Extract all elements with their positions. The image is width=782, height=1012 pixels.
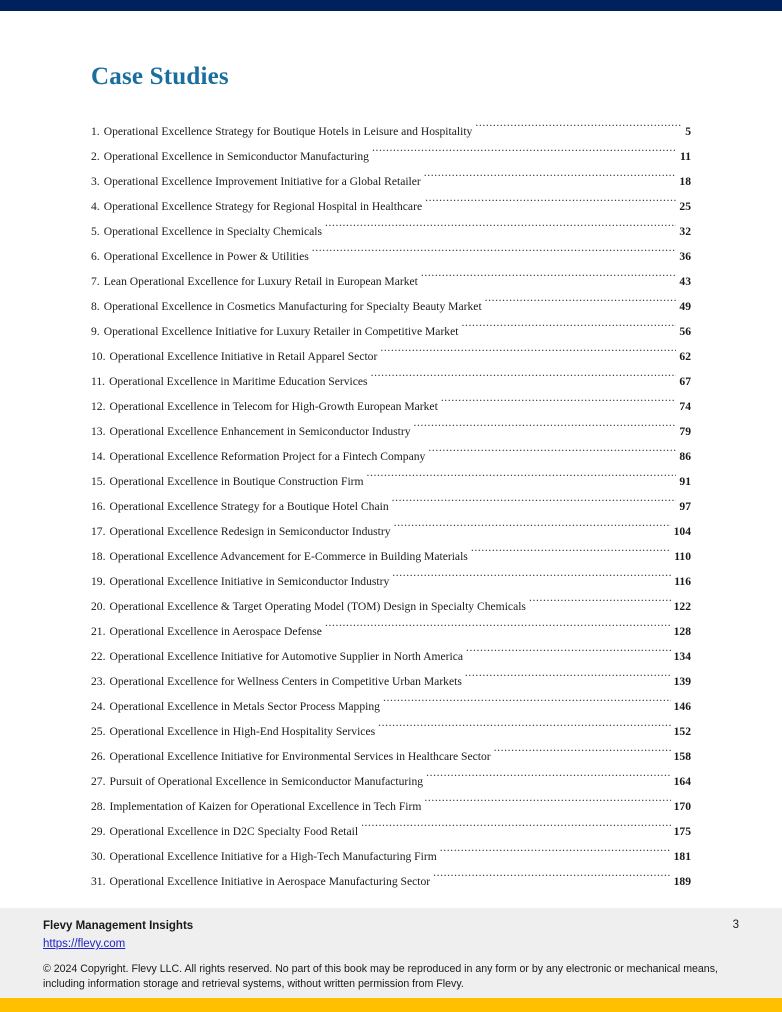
toc-dot-leader [465, 673, 671, 685]
toc-entry-page-number: 139 [673, 674, 691, 688]
toc-entry[interactable] [91, 819, 691, 844]
toc-entry-number: 9. [91, 324, 100, 338]
toc-entry-page-number: 25 [679, 199, 691, 213]
toc-entry-number: 20. [91, 599, 106, 613]
toc-entry-page-number: 104 [673, 524, 691, 538]
toc-dot-leader [424, 173, 677, 185]
toc-dot-leader [372, 148, 677, 160]
toc-entry[interactable] [91, 844, 691, 869]
toc-entry[interactable] [91, 719, 691, 744]
toc-entry[interactable] [91, 744, 691, 769]
toc-dot-leader [392, 498, 677, 510]
footer-page-number: 3 [732, 919, 739, 931]
toc-entry-page-number: 170 [673, 799, 691, 813]
toc-entry[interactable] [91, 169, 691, 194]
toc-entry[interactable] [91, 569, 691, 594]
footer-brand-name: Flevy Management Insights [43, 920, 194, 932]
toc-entry-title: Operational Excellence Strategy for a Boutique Hotel Chain [109, 499, 389, 513]
toc-entry-number: 1. [91, 124, 100, 138]
toc-entry-number: 11. [91, 374, 106, 388]
toc-entry-page-number: 175 [673, 824, 691, 838]
toc-entry-title: Operational Excellence in Aerospace Defense [109, 624, 322, 638]
toc-dot-leader [441, 398, 677, 410]
toc-entry-number: 18. [91, 549, 106, 563]
toc-dot-leader [325, 623, 671, 635]
toc-entry-number: 15. [91, 474, 106, 488]
toc-entry-number: 30. [91, 849, 106, 863]
toc-entry-title: Operational Excellence Initiative for Environmental Services in Healthcare Sector [109, 749, 491, 763]
toc-entry-page-number: 79 [679, 424, 691, 438]
toc-dot-leader [394, 523, 671, 535]
toc-entry[interactable] [91, 119, 691, 144]
toc-entry-number: 16. [91, 499, 106, 513]
toc-dot-leader [471, 548, 671, 560]
toc-entry-title: Lean Operational Excellence for Luxury Retail in European Market [103, 274, 418, 288]
toc-dot-leader [312, 248, 677, 260]
toc-entry-number: 17. [91, 524, 106, 538]
toc-entry[interactable] [91, 194, 691, 219]
toc-entry-page-number: 158 [673, 749, 691, 763]
toc-entry-title: Operational Excellence Initiative in Aerospace Manufacturing Sector [109, 874, 431, 888]
toc-entry-title: Operational Excellence Enhancement in Semiconductor Industry [109, 424, 411, 438]
toc-entry-number: 24. [91, 699, 106, 713]
toc-entry[interactable] [91, 519, 691, 544]
toc-entry-title: Operational Excellence in Boutique Construction Firm [109, 474, 364, 488]
toc-entry-number: 26. [91, 749, 106, 763]
toc-entry-number: 21. [91, 624, 106, 638]
toc-entry-page-number: 56 [679, 324, 691, 338]
toc-dot-leader [367, 473, 677, 485]
toc-entry-page-number: 18 [679, 174, 691, 188]
toc-entry-number: 5. [91, 224, 100, 238]
toc-dot-leader [485, 298, 677, 310]
toc-entry-page-number: 11 [680, 149, 691, 163]
toc-entry-title: Operational Excellence & Target Operating Model (TOM) Design in Specialty Chemicals [109, 599, 526, 613]
toc-entry-title: Operational Excellence Strategy for Regional Hospital in Healthcare [103, 199, 423, 213]
table-of-contents [91, 119, 691, 894]
toc-entry[interactable] [91, 794, 691, 819]
toc-entry[interactable] [91, 544, 691, 569]
page-title: Case Studies [91, 63, 229, 90]
toc-dot-leader [378, 723, 671, 735]
page-content [91, 63, 691, 894]
document-page [0, 11, 782, 908]
toc-dot-leader [421, 273, 677, 285]
toc-entry-page-number: 122 [673, 599, 691, 613]
toc-dot-leader [383, 698, 671, 710]
footer-brand-block [43, 919, 739, 952]
toc-entry-page-number: 97 [679, 499, 691, 513]
toc-entry-number: 25. [91, 724, 106, 738]
toc-entry-number: 6. [91, 249, 100, 263]
toc-entry[interactable] [91, 619, 691, 644]
toc-entry-page-number: 67 [679, 374, 691, 388]
toc-entry-page-number: 116 [674, 574, 691, 588]
toc-dot-leader [433, 873, 670, 885]
toc-entry[interactable] [91, 219, 691, 244]
toc-entry-page-number: 86 [679, 449, 691, 463]
footer-website-link[interactable]: https://flevy.com [43, 938, 126, 950]
toc-dot-leader [440, 848, 671, 860]
toc-dot-leader [380, 348, 676, 360]
toc-entry-number: 3. [91, 174, 100, 188]
toc-entry-title: Operational Excellence in D2C Specialty Food Retail [109, 824, 359, 838]
toc-entry[interactable] [91, 144, 691, 169]
toc-entry-title: Operational Excellence Initiative in Retail Apparel Sector [109, 349, 378, 363]
toc-entry-number: 2. [91, 149, 100, 163]
toc-dot-leader [494, 748, 671, 760]
toc-entry[interactable] [91, 469, 691, 494]
toc-dot-leader [475, 123, 682, 135]
toc-dot-leader [425, 198, 676, 210]
toc-entry-number: 7. [91, 274, 100, 288]
toc-entry-title: Implementation of Kaizen for Operational Excellence in Tech Firm [109, 799, 422, 813]
toc-entry-title: Operational Excellence Reformation Project for a Fintech Company [109, 449, 426, 463]
toc-entry-title: Operational Excellence for Wellness Centers in Competitive Urban Markets [109, 674, 462, 688]
toc-dot-leader [426, 773, 671, 785]
toc-dot-leader [461, 323, 676, 335]
toc-entry-page-number: 181 [673, 849, 691, 863]
toc-dot-leader [325, 223, 676, 235]
toc-entry[interactable] [91, 294, 691, 319]
toc-entry[interactable] [91, 369, 691, 394]
toc-entry[interactable] [91, 244, 691, 269]
toc-entry[interactable] [91, 494, 691, 519]
toc-entry-title: Operational Excellence in High-End Hospitality Services [109, 724, 376, 738]
toc-entry[interactable] [91, 394, 691, 419]
toc-entry-page-number: 110 [674, 549, 691, 563]
toc-entry-title: Operational Excellence Initiative in Semiconductor Industry [109, 574, 390, 588]
toc-entry-number: 28. [91, 799, 106, 813]
toc-dot-leader [371, 373, 677, 385]
toc-entry-page-number: 43 [679, 274, 691, 288]
toc-dot-leader [414, 423, 677, 435]
toc-entry-page-number: 134 [673, 649, 691, 663]
toc-entry-title: Operational Excellence Initiative for Automotive Supplier in North America [109, 649, 464, 663]
toc-entry[interactable] [91, 694, 691, 719]
toc-entry-number: 31. [91, 874, 106, 888]
toc-entry-number: 10. [91, 349, 106, 363]
toc-entry-number: 29. [91, 824, 106, 838]
toc-entry-number: 13. [91, 424, 106, 438]
toc-entry-title: Operational Excellence Strategy for Boutique Hotels in Leisure and Hospitality [103, 124, 473, 138]
toc-entry-page-number: 36 [679, 249, 691, 263]
toc-entry-page-number: 62 [679, 349, 691, 363]
toc-entry-title: Operational Excellence Initiative for a High-Tech Manufacturing Firm [109, 849, 437, 863]
toc-dot-leader [428, 448, 676, 460]
toc-entry[interactable] [91, 319, 691, 344]
toc-entry-page-number: 146 [673, 699, 691, 713]
toc-entry-page-number: 189 [673, 874, 691, 888]
toc-dot-leader [529, 598, 671, 610]
toc-entry[interactable] [91, 444, 691, 469]
toc-entry-number: 8. [91, 299, 100, 313]
toc-entry[interactable] [91, 644, 691, 669]
top-accent-bar [0, 0, 782, 11]
toc-entry-title: Operational Excellence in Specialty Chemicals [103, 224, 322, 238]
toc-entry[interactable] [91, 594, 691, 619]
footer-copyright-text: © 2024 Copyright. Flevy LLC. All rights reserved. No part of this book may be reproduced in any form or by any electronic or mechanical means, including information storage and retrieval systems, without written permission from Flevy. [43, 963, 718, 990]
toc-entry[interactable] [91, 344, 691, 369]
toc-entry-page-number: 74 [679, 399, 691, 413]
toc-entry-page-number: 5 [685, 124, 691, 138]
toc-dot-leader [392, 573, 671, 585]
toc-entry-number: 19. [91, 574, 106, 588]
toc-entry-number: 27. [91, 774, 106, 788]
bottom-accent-bar [0, 998, 782, 1012]
toc-entry-number: 4. [91, 199, 100, 213]
toc-entry-title: Pursuit of Operational Excellence in Semiconductor Manufacturing [109, 774, 424, 788]
toc-entry-page-number: 128 [673, 624, 691, 638]
toc-entry[interactable] [91, 269, 691, 294]
toc-entry-title: Operational Excellence in Cosmetics Manufacturing for Specialty Beauty Market [103, 299, 482, 313]
toc-entry-page-number: 91 [679, 474, 691, 488]
toc-entry[interactable] [91, 869, 691, 894]
toc-entry-number: 22. [91, 649, 106, 663]
toc-entry-title: Operational Excellence in Maritime Education Services [109, 374, 368, 388]
toc-entry-number: 14. [91, 449, 106, 463]
toc-entry-page-number: 152 [673, 724, 691, 738]
toc-entry-title: Operational Excellence in Semiconductor Manufacturing [103, 149, 369, 163]
toc-entry-title: Operational Excellence Redesign in Semiconductor Industry [109, 524, 391, 538]
toc-dot-leader [424, 798, 670, 810]
page-footer [0, 908, 782, 998]
toc-entry[interactable] [91, 769, 691, 794]
toc-entry-title: Operational Excellence in Metals Sector Process Mapping [109, 699, 380, 713]
toc-entry-title: Operational Excellence Initiative for Luxury Retailer in Competitive Market [103, 324, 459, 338]
toc-entry-title: Operational Excellence Improvement Initiative for a Global Retailer [103, 174, 421, 188]
toc-dot-leader [466, 648, 671, 660]
toc-entry[interactable] [91, 669, 691, 694]
toc-entry-title: Operational Excellence in Telecom for High-Growth European Market [109, 399, 438, 413]
toc-entry-title: Operational Excellence Advancement for E-Commerce in Building Materials [109, 549, 468, 563]
toc-dot-leader [361, 823, 671, 835]
toc-entry-page-number: 32 [679, 224, 691, 238]
toc-entry-title: Operational Excellence in Power & Utilities [103, 249, 309, 263]
toc-entry-number: 23. [91, 674, 106, 688]
toc-entry-page-number: 164 [673, 774, 691, 788]
toc-entry[interactable] [91, 419, 691, 444]
toc-entry-page-number: 49 [679, 299, 691, 313]
toc-entry-number: 12. [91, 399, 106, 413]
